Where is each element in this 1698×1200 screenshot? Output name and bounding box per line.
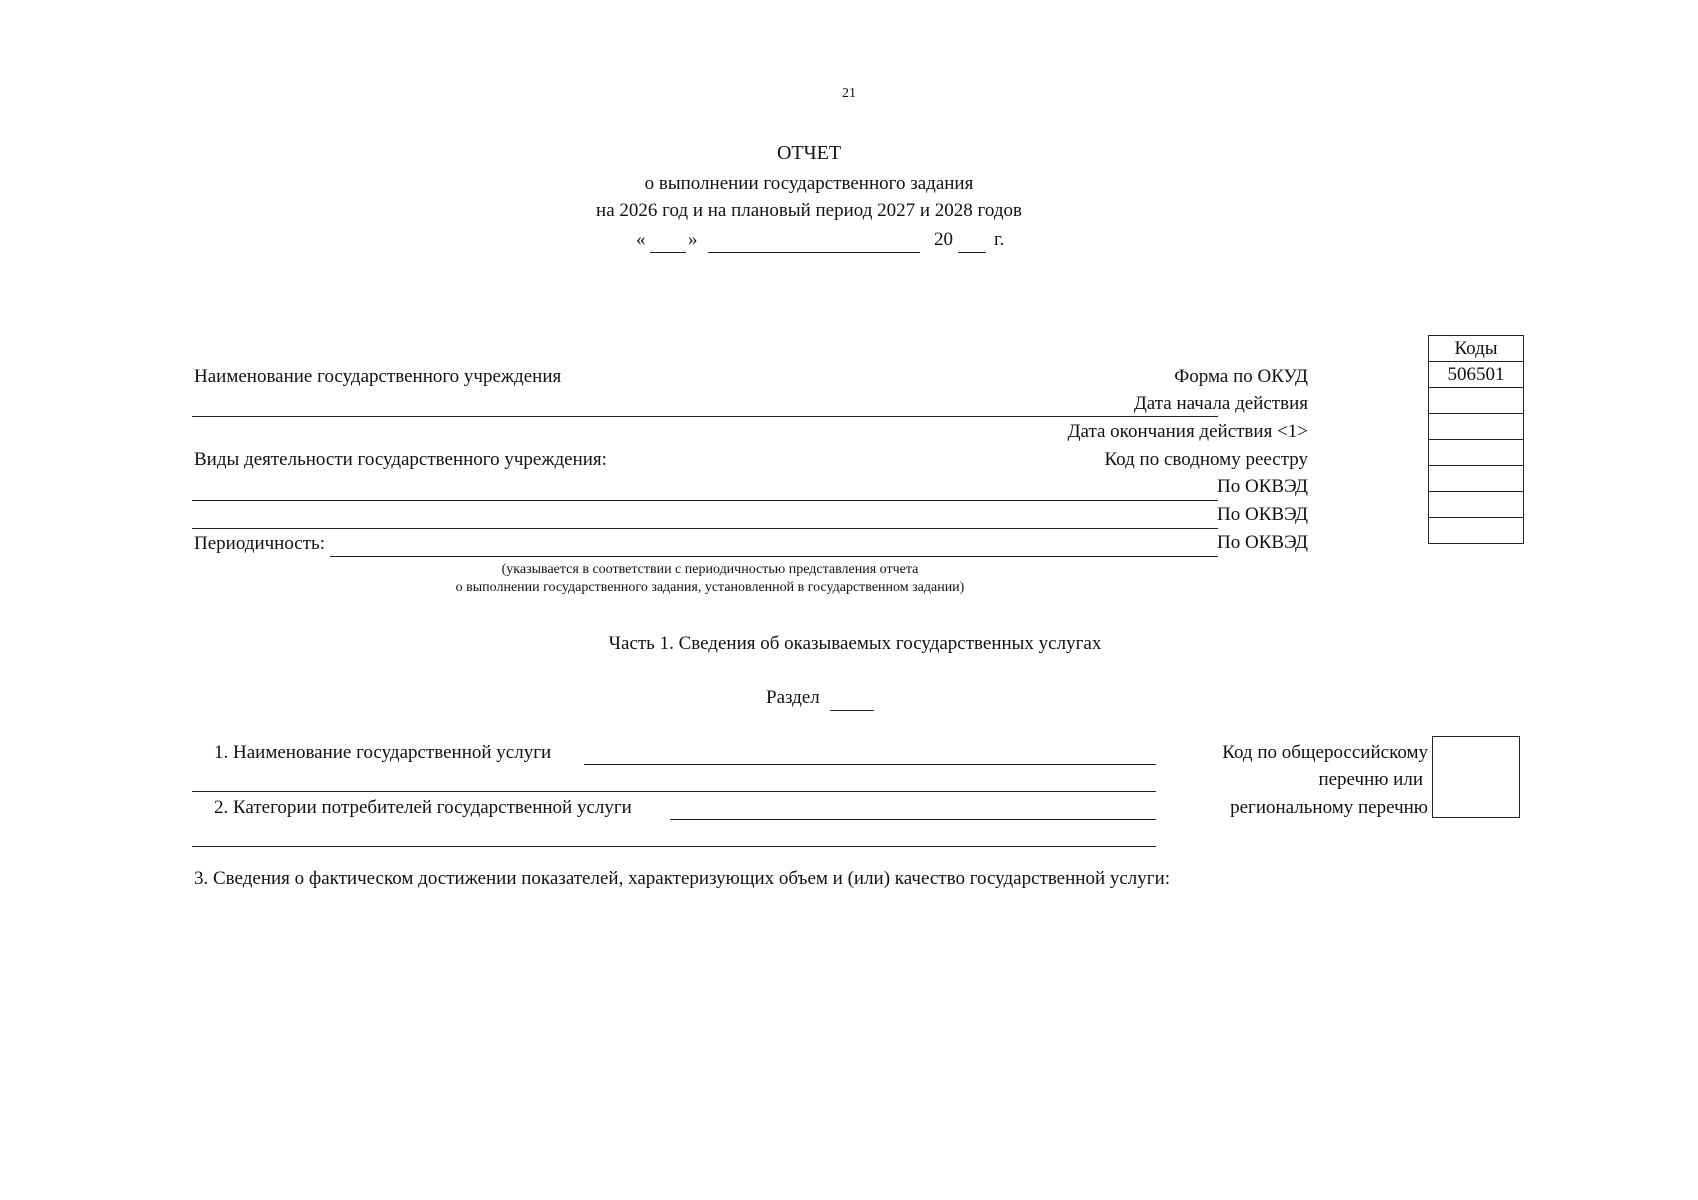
code-end-date-label: Дата окончания действия <1>: [1067, 421, 1308, 442]
institution-name-line[interactable]: [192, 416, 1218, 417]
registry-code-label-3: региональному перечню: [1230, 797, 1428, 818]
periodicity-label: Периодичность:: [194, 533, 325, 554]
registry-code-box[interactable]: [1432, 736, 1520, 818]
date-year-prefix: 20: [934, 229, 953, 250]
consumer-categories-line-2[interactable]: [192, 846, 1156, 847]
code-okved-2-label: По ОКВЭД: [1217, 504, 1308, 525]
periodicity-line[interactable]: [330, 556, 1218, 557]
codes-header: Коды: [1429, 336, 1524, 362]
date-month-line[interactable]: [708, 252, 920, 253]
code-okved-3-value[interactable]: [1429, 518, 1524, 544]
periodicity-note-1: (указывается в соответствии с периодичностью представления отчета: [501, 562, 919, 577]
report-subtitle-1: о выполнении государственного задания: [644, 173, 974, 194]
code-start-date-value[interactable]: [1429, 388, 1524, 414]
indicators-heading: 3. Сведения о фактическом достижении показателей, характеризующих объем и (или) качество государственной услуги:: [194, 868, 1171, 889]
date-open-quote: «: [636, 229, 646, 250]
section-label: Раздел: [766, 687, 820, 708]
page-number: 21: [842, 86, 856, 101]
consumer-categories-label: 2. Категории потребителей государственной услуги: [214, 797, 632, 818]
activities-label: Виды деятельности государственного учреждения:: [194, 449, 607, 470]
registry-code-label-1: Код по общероссийскому: [1222, 742, 1428, 763]
report-subtitle-2: на 2026 год и на плановый период 2027 и 2028 годов: [596, 200, 1022, 221]
code-registry-label: Код по сводному реестру: [1104, 449, 1308, 470]
date-day-line[interactable]: [650, 252, 686, 253]
consumer-categories-line-1[interactable]: [670, 819, 1156, 820]
code-registry-value[interactable]: [1429, 440, 1524, 466]
part1-title: Часть 1. Сведения об оказываемых государственных услугах: [608, 633, 1102, 654]
code-okved-1-value[interactable]: [1429, 466, 1524, 492]
service-name-line-2[interactable]: [192, 791, 1156, 792]
activities-line-2[interactable]: [192, 528, 1218, 529]
date-year-line[interactable]: [958, 252, 986, 253]
activities-line-1[interactable]: [192, 500, 1218, 501]
code-okved-1-label: По ОКВЭД: [1217, 476, 1308, 497]
section-number-line[interactable]: [830, 710, 874, 711]
report-title: ОТЧЕТ: [776, 142, 842, 164]
periodicity-note-2: о выполнении государственного задания, установленной в государственном задании): [455, 580, 965, 595]
date-suffix: г.: [994, 229, 1005, 250]
codes-table: [1428, 335, 1524, 544]
code-okved-2-value[interactable]: [1429, 492, 1524, 518]
registry-code-label-2: перечню или: [1318, 769, 1423, 790]
service-name-line-1[interactable]: [584, 764, 1156, 765]
code-okud-value[interactable]: 506501: [1429, 362, 1524, 388]
code-start-date-label: Дата начала действия: [1133, 393, 1308, 414]
code-okud-label: Форма по ОКУД: [1174, 366, 1308, 387]
service-name-label: 1. Наименование государственной услуги: [214, 742, 552, 763]
code-end-date-value[interactable]: [1429, 414, 1524, 440]
code-okved-3-label: По ОКВЭД: [1217, 532, 1308, 553]
date-close-quote: »: [688, 229, 698, 250]
institution-name-label: Наименование государственного учреждения: [194, 366, 562, 387]
